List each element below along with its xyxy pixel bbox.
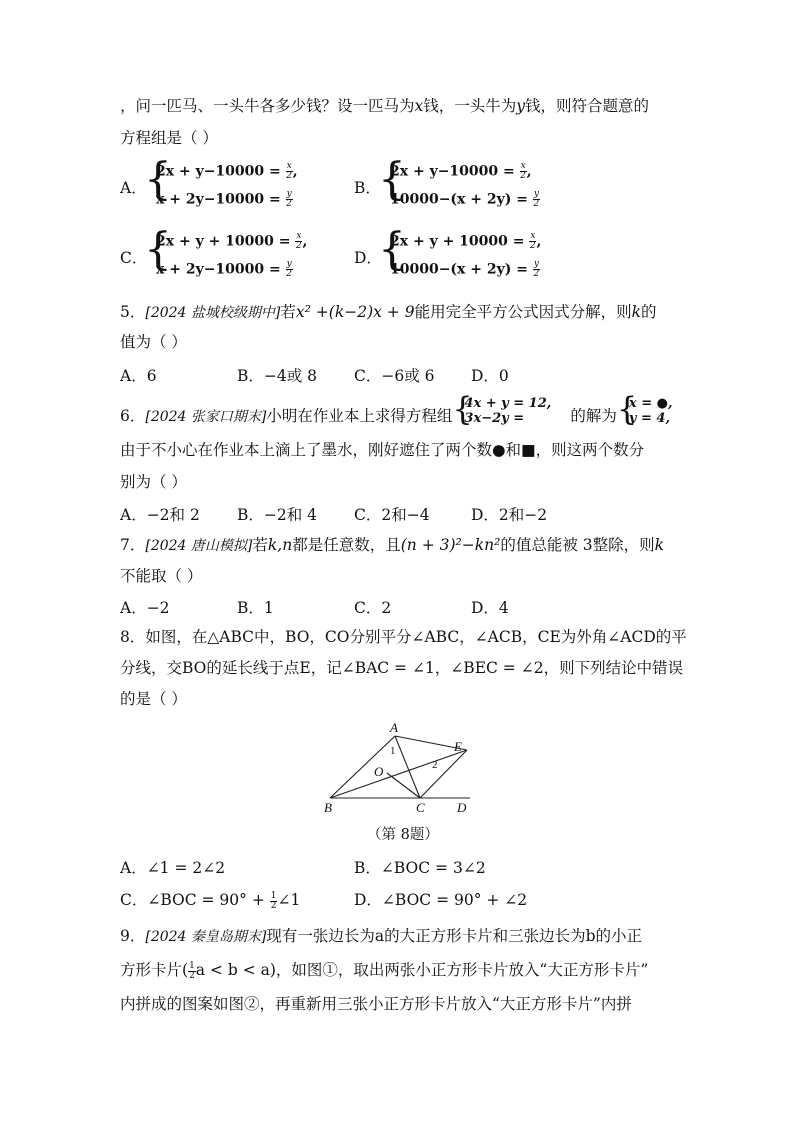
q9-line3: 内拼成的图案如图②，再重新用三张小正方形卡片放入“大正方形卡片”内拼 xyxy=(120,995,632,1013)
label-o: O xyxy=(374,764,384,779)
angle-label-2: 2 xyxy=(432,759,438,771)
q4-stem-line2: 方程组是（ ） xyxy=(120,129,218,147)
q6-solution-system: { x = ●, y = 4, xyxy=(616,390,673,428)
brace-icon: { xyxy=(144,154,172,205)
brace-icon: { xyxy=(378,154,406,205)
q7-option-c: C．2 xyxy=(354,599,392,617)
brace-icon: { xyxy=(144,224,172,275)
q6-option-c: C．2和−4 xyxy=(354,506,430,524)
q7-option-d: D．4 xyxy=(471,599,509,617)
q5-option-b: B．−4或 8 xyxy=(237,367,318,385)
q4-option-a-label: A． xyxy=(120,179,147,197)
q8-option-a: A．∠1 = 2∠2 xyxy=(120,859,226,877)
q8-line2: 分线，交BO的延长线于点E，记∠BAC = ∠1，∠BEC = ∠2，则下列结论中错误 xyxy=(120,659,684,677)
q5-line1: 5．[2024 盐城校级期中]若x² +(k−2)x + 9能用完全平方公式因式分解，则k的 xyxy=(120,303,657,321)
q6-line3: 别为（ ） xyxy=(120,473,187,491)
q5-line2: 值为（ ） xyxy=(120,333,187,351)
q9-line2: 方形卡片( $\frac{1}{2}$ a < b < a)，如图①，取出两张小正方形卡片放入“大正方形卡片” xyxy=(120,960,649,981)
figure-caption: （第 8题） xyxy=(367,827,439,843)
q6-line2: 由于不小心在作业本上滴上了墨水，刚好遮住了两个数●和■，则这两个数分 xyxy=(120,441,645,459)
q5-option-d: D．0 xyxy=(471,367,509,385)
brace-icon: { xyxy=(452,390,473,428)
segment-ce xyxy=(420,750,467,798)
q5-option-c: C．−6或 6 xyxy=(354,367,435,385)
q4-option-c-label: C． xyxy=(120,249,148,267)
q4-stem-line1: ，问一匹马、一头牛各多少钱？设一匹马为x钱，一头牛为y钱，则符合题意的 xyxy=(120,97,650,115)
q4-c-eq1: 2x + y + 10000 = $\frac{x}{2}$ , xyxy=(156,231,308,251)
q7-option-b: B．1 xyxy=(237,599,274,617)
label-c: C xyxy=(416,800,425,815)
q4-option-b-label: B． xyxy=(354,179,381,197)
q6-option-d: D．2和−2 xyxy=(471,506,548,524)
q4-b-eq2: 10000−(x + 2y) = $\frac{y}{2}$ xyxy=(390,189,540,209)
q9-line1: 9．[2024 秦皇岛期末]现有一张边长为a的大正方形卡片和三张边长为b的小正 xyxy=(120,927,643,945)
q4-a-eq2: x + 2y−10000 = $\frac{y}{2}$ xyxy=(156,189,293,209)
angle-label-1: 1 xyxy=(390,745,396,757)
q6-option-a: A．−2和 2 xyxy=(120,506,200,524)
label-e: E xyxy=(454,739,462,754)
q8-option-c: C．∠BOC = 90° + $\frac{1}{2}$ ∠1 xyxy=(120,890,301,911)
q7-line1: 7．[2024 唐山模拟]若k,n都是任意数，且(n + 3)²−kn²的值总能被 3整除，则k xyxy=(120,536,665,554)
q4-c-eq2: x + 2y−10000 = $\frac{y}{2}$ xyxy=(156,259,293,279)
q6-line1: 6．[2024 张家口期末]小明在作业本上求得方程组 { 4x + y = 12, 3x−2y = 的解为 { x = ●, y = 4, xyxy=(120,402,669,432)
q6-option-b: B．−2和 4 xyxy=(237,506,318,524)
q4-d-eq1: 2x + y + 10000 = $\frac{x}{2}$ , xyxy=(390,231,542,251)
label-a: A xyxy=(390,720,398,735)
q8-option-d: D．∠BOC = 90° + ∠2 xyxy=(354,891,528,909)
label-d: D xyxy=(457,800,467,815)
brace-icon: { xyxy=(378,224,406,275)
q8-option-b: B．∠BOC = 3∠2 xyxy=(354,859,486,877)
segment-ab xyxy=(330,736,395,798)
label-b: B xyxy=(324,800,332,815)
q4-option-d-label: D． xyxy=(354,249,382,267)
q4-a-eq1: 2x + y−10000 = $\frac{x}{2}$ , xyxy=(156,161,298,181)
q5-option-a: A．6 xyxy=(120,367,157,385)
q7-option-a: A．−2 xyxy=(120,599,170,617)
q4-b-eq1: 2x + y−10000 = $\frac{x}{2}$ , xyxy=(390,161,532,181)
q7-line2: 不能取（ ） xyxy=(120,567,203,585)
segment-be xyxy=(330,750,467,798)
q8-line1: 8．如图，在△ABC中，BO，CO分别平分∠ABC，∠ACB，CE为外角∠ACD的平 xyxy=(120,628,687,646)
q6-equation-system: { 4x + y = 12, 3x−2y = xyxy=(452,390,552,428)
q4-d-eq2: 10000−(x + 2y) = $\frac{y}{2}$ xyxy=(390,259,540,279)
q8-line3: 的是（ ） xyxy=(120,690,187,708)
brace-icon: { xyxy=(616,390,638,428)
triangle-figure xyxy=(320,718,480,818)
